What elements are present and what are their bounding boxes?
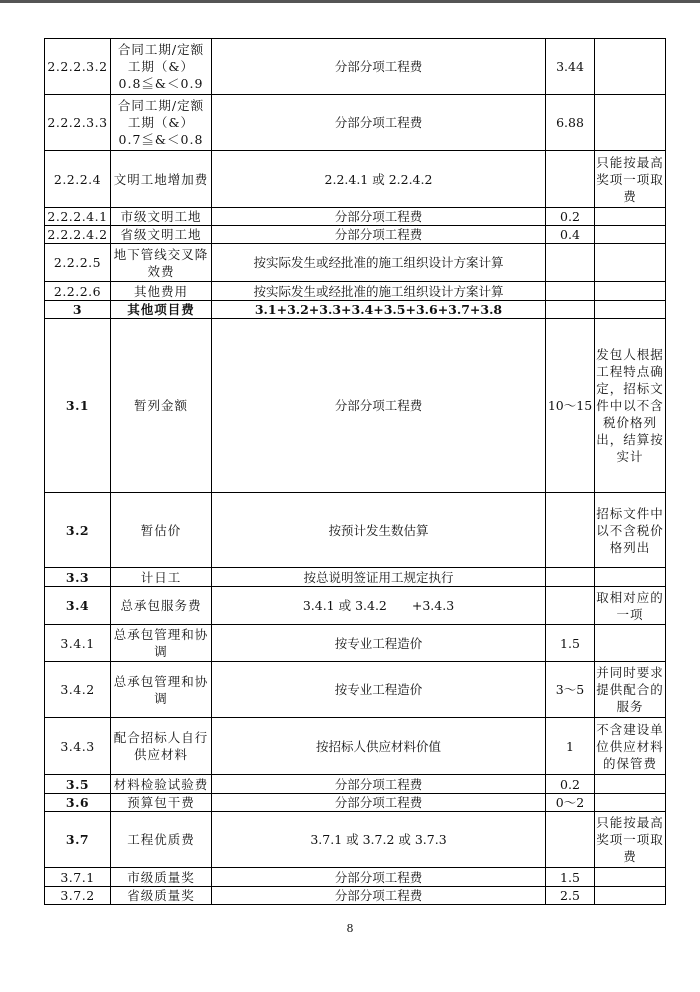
item-name: 预算包干费 — [111, 794, 212, 812]
item-name: 省级文明工地 — [111, 226, 212, 244]
item-code: 2.2.2.3.3 — [45, 95, 111, 151]
note: 并同时要求提供配合的服务 — [595, 662, 666, 718]
item-code: 3.3 — [45, 568, 111, 587]
item-name: 暂列金额 — [111, 319, 212, 493]
item-name: 省级质量奖 — [111, 887, 212, 905]
item-name: 其他费用 — [111, 282, 212, 301]
item-code: 3.4.3 — [45, 718, 111, 775]
note — [595, 208, 666, 226]
rate: 1 — [546, 718, 595, 775]
item-name: 市级质量奖 — [111, 868, 212, 887]
item-name: 文明工地增加费 — [111, 151, 212, 208]
item-code: 3 — [45, 301, 111, 319]
item-code: 3.7 — [45, 812, 111, 868]
note — [595, 568, 666, 587]
item-code: 3.5 — [45, 775, 111, 794]
table-row — [45, 282, 666, 301]
item-code: 3.4.2 — [45, 662, 111, 718]
item-code: 3.1 — [45, 319, 111, 493]
rate: 3～5 — [546, 662, 595, 718]
item-name: 地下管线交叉降效费 — [111, 244, 212, 282]
top-border-line — [0, 0, 700, 3]
note: 发包人根据工程特点确定，招标文件中以不含税价格列出，结算按实计 — [595, 319, 666, 493]
item-name: 材料检验试验费 — [111, 775, 212, 794]
calc-base: 3.1+3.2+3.3+3.4+3.5+3.6+3.7+3.8 — [212, 301, 546, 319]
rate — [546, 244, 595, 282]
table-row — [45, 95, 666, 151]
calc-base: 分部分项工程费 — [212, 794, 546, 812]
rate — [546, 301, 595, 319]
table-row — [45, 319, 666, 493]
rate — [546, 587, 595, 625]
table-row — [45, 151, 666, 208]
table-row — [45, 587, 666, 625]
calc-base: 分部分项工程费 — [212, 226, 546, 244]
item-name: 总承包管理和协调 — [111, 625, 212, 662]
item-code: 2.2.2.4 — [45, 151, 111, 208]
item-code: 2.2.2.6 — [45, 282, 111, 301]
calc-base: 按总说明签证用工规定执行 — [212, 568, 546, 587]
item-name: 总承包服务费 — [111, 587, 212, 625]
rate: 10～15 — [546, 319, 595, 493]
table-row — [45, 718, 666, 775]
rate: 1.5 — [546, 868, 595, 887]
note — [595, 226, 666, 244]
calc-base: 按预计发生数估算 — [212, 493, 546, 568]
item-code: 2.2.2.3.2 — [45, 39, 111, 95]
calc-base: 分部分项工程费 — [212, 39, 546, 95]
rate: 0～2 — [546, 794, 595, 812]
table-row — [45, 208, 666, 226]
rate: 1.5 — [546, 625, 595, 662]
item-name: 计日工 — [111, 568, 212, 587]
calc-base: 2.2.4.1 或 2.2.4.2 — [212, 151, 546, 208]
calc-base: 分部分项工程费 — [212, 95, 546, 151]
item-code: 2.2.2.5 — [45, 244, 111, 282]
table-row — [45, 887, 666, 905]
note — [595, 868, 666, 887]
calc-base: 3.7.1 或 3.7.2 或 3.7.3 — [212, 812, 546, 868]
table-row — [45, 625, 666, 662]
table-row — [45, 39, 666, 95]
calc-base: 分部分项工程费 — [212, 319, 546, 493]
table-row — [45, 775, 666, 794]
calc-base: 按专业工程造价 — [212, 662, 546, 718]
table-row — [45, 868, 666, 887]
note — [595, 39, 666, 95]
note: 只能按最高奖项一项取费 — [595, 812, 666, 868]
calc-base: 分部分项工程费 — [212, 868, 546, 887]
note — [595, 95, 666, 151]
rate — [546, 493, 595, 568]
rate: 3.44 — [546, 39, 595, 95]
rate — [546, 151, 595, 208]
calc-base: 按实际发生或经批准的施工组织设计方案计算 — [212, 282, 546, 301]
table-row — [45, 226, 666, 244]
item-name: 合同工期/定额工期（&）0.8≦&＜0.9 — [111, 39, 212, 95]
item-code: 3.7.1 — [45, 868, 111, 887]
calc-base: 3.4.1 或 3.4.2 +3.4.3 — [212, 587, 546, 625]
table-row — [45, 244, 666, 282]
note — [595, 625, 666, 662]
calc-base: 分部分项工程费 — [212, 208, 546, 226]
item-code: 2.2.2.4.1 — [45, 208, 111, 226]
note: 只能按最高奖项一项取费 — [595, 151, 666, 208]
item-code: 3.2 — [45, 493, 111, 568]
item-name: 合同工期/定额工期（&）0.7≦&＜0.8 — [111, 95, 212, 151]
rate: 6.88 — [546, 95, 595, 151]
rate: 2.5 — [546, 887, 595, 905]
calc-base: 分部分项工程费 — [212, 775, 546, 794]
note — [595, 244, 666, 282]
rate: 0.2 — [546, 775, 595, 794]
item-name: 总承包管理和协调 — [111, 662, 212, 718]
table-row — [45, 568, 666, 587]
fee-table — [44, 38, 666, 905]
item-name: 暂估价 — [111, 493, 212, 568]
note: 招标文件中以不含税价格列出 — [595, 493, 666, 568]
note — [595, 887, 666, 905]
note — [595, 794, 666, 812]
calc-base: 按专业工程造价 — [212, 625, 546, 662]
calc-base: 按实际发生或经批准的施工组织设计方案计算 — [212, 244, 546, 282]
rate: 0.4 — [546, 226, 595, 244]
note: 取相对应的一项 — [595, 587, 666, 625]
item-code: 3.7.2 — [45, 887, 111, 905]
note — [595, 775, 666, 794]
item-name: 市级文明工地 — [111, 208, 212, 226]
table-row — [45, 794, 666, 812]
rate — [546, 812, 595, 868]
calc-base: 分部分项工程费 — [212, 887, 546, 905]
note — [595, 282, 666, 301]
page-number: 8 — [346, 922, 354, 935]
note: 不含建设单位供应材料的保管费 — [595, 718, 666, 775]
table-row — [45, 812, 666, 868]
note — [595, 301, 666, 319]
item-code: 2.2.2.4.2 — [45, 226, 111, 244]
item-code: 3.4.1 — [45, 625, 111, 662]
item-name: 其他项目费 — [111, 301, 212, 319]
calc-base: 按招标人供应材料价值 — [212, 718, 546, 775]
rate — [546, 282, 595, 301]
rate — [546, 568, 595, 587]
rate: 0.2 — [546, 208, 595, 226]
item-code: 3.6 — [45, 794, 111, 812]
item-name: 配合招标人自行供应材料 — [111, 718, 212, 775]
table-row — [45, 301, 666, 319]
table-row — [45, 662, 666, 718]
item-code: 3.4 — [45, 587, 111, 625]
item-name: 工程优质费 — [111, 812, 212, 868]
table-row — [45, 493, 666, 568]
